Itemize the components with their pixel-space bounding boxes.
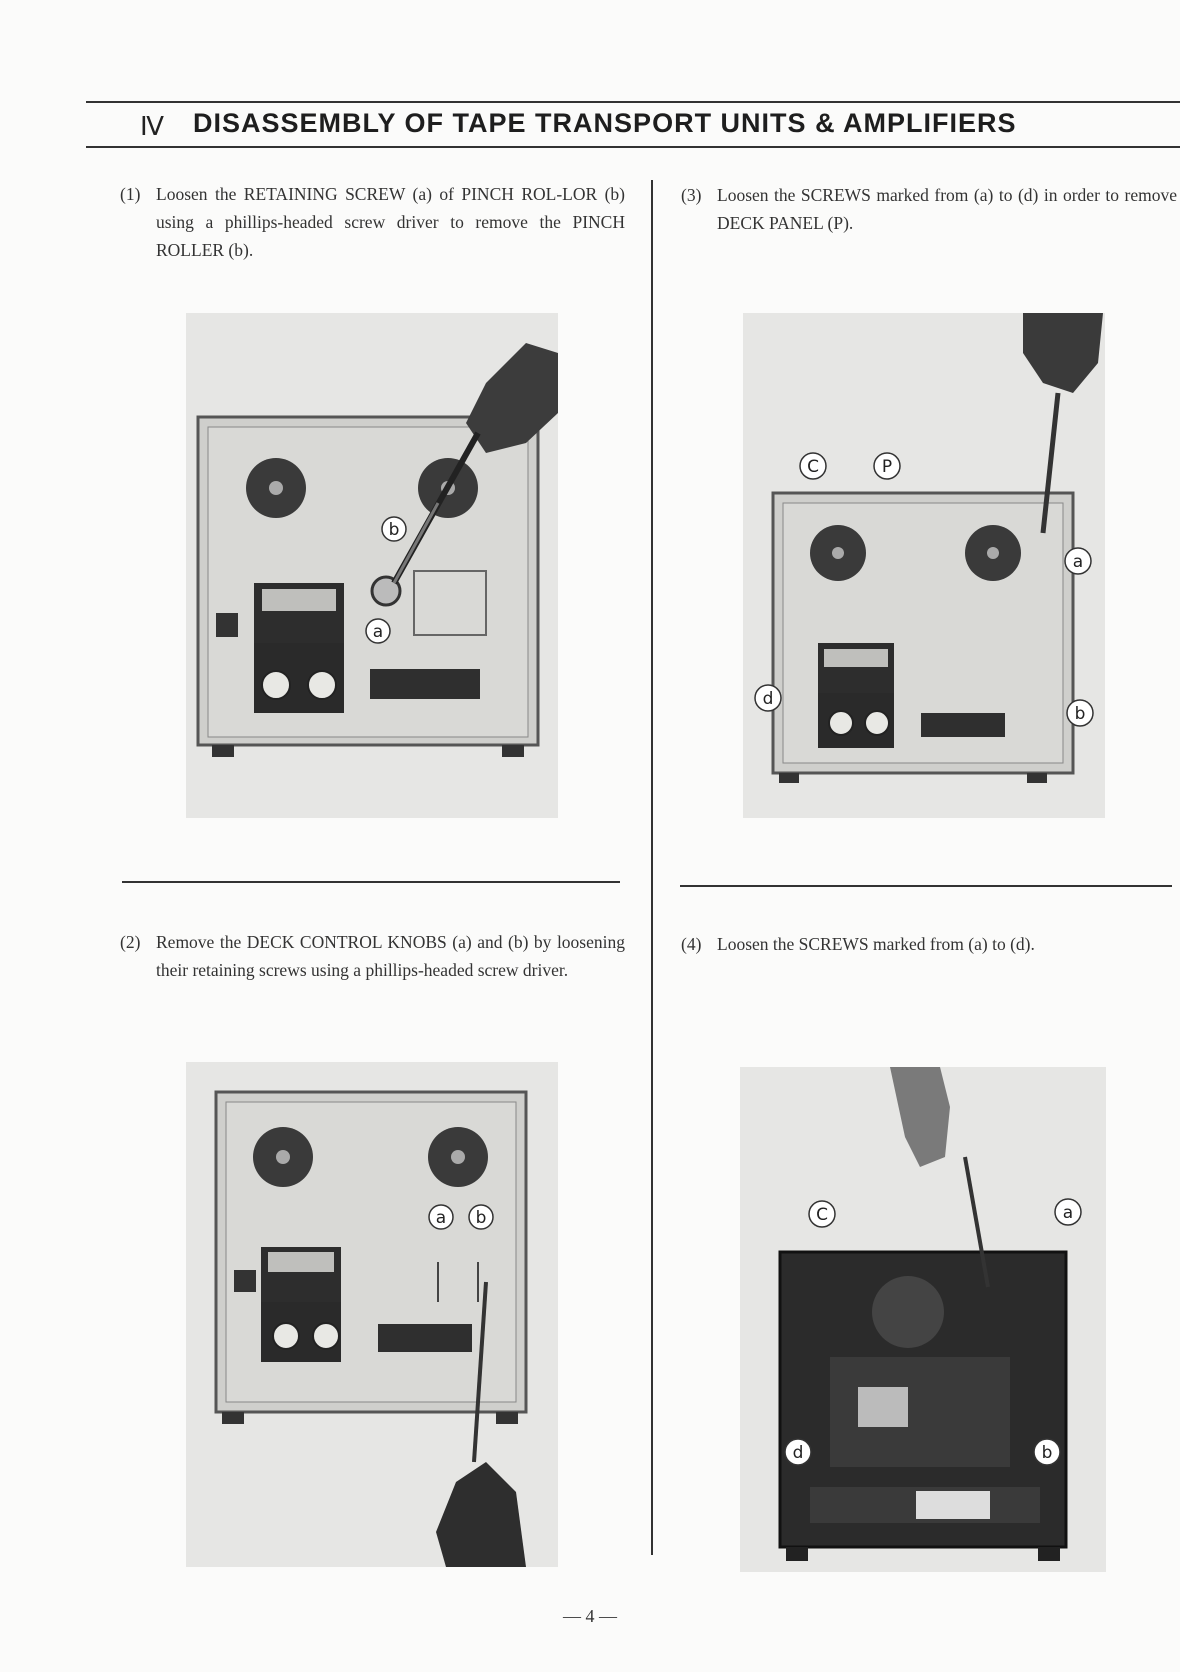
photo3-label-p: P: [881, 457, 893, 477]
step-1-number: (1): [120, 184, 141, 204]
photo2-label-a: a: [435, 1208, 447, 1228]
photo1-label-a: a: [372, 622, 384, 642]
photo3-label-a: a: [1072, 552, 1084, 572]
photo1-label-b: b: [388, 520, 400, 540]
step-2-number: (2): [120, 932, 141, 952]
step-3-text: Loosen the SCREWS marked from (a) to (d) in order to remove DECK PANEL (P).: [717, 185, 1177, 233]
column-divider: [651, 180, 653, 1555]
row-divider-right: [680, 885, 1172, 887]
step-1-text: Loosen the RETAINING SCREW (a) of PINCH ROL-LOR (b) using a phillips-headed screw driver to remove the PINCH ROLLER (b).: [156, 184, 625, 260]
step-2-text: Remove the DECK CONTROL KNOBS (a) and (b) by loosening their retaining screws using a phillips-headed screw driver.: [156, 932, 625, 980]
photo2-label-b: b: [475, 1208, 487, 1228]
photo-deck-control-knobs: [186, 1062, 558, 1567]
step-4-text: Loosen the SCREWS marked from (a) to (d).: [717, 934, 1035, 954]
step-2: [120, 928, 625, 984]
step-3-number: (3): [681, 185, 702, 205]
photo-rear-screws: [740, 1067, 1106, 1572]
section-numeral: Ⅳ: [140, 112, 164, 141]
photo3-label-b: b: [1074, 704, 1086, 724]
row-divider-left: [122, 881, 620, 883]
photo4-label-d: d: [792, 1443, 804, 1463]
step-4-number: (4): [681, 934, 702, 954]
photo4-label-b: b: [1041, 1443, 1053, 1463]
photo-pinch-roller: [186, 313, 558, 818]
photo4-label-a: a: [1062, 1203, 1074, 1223]
photo3-label-d: d: [762, 689, 774, 709]
header-top-rule: [86, 101, 1180, 103]
page-title: DISASSEMBLY OF TAPE TRANSPORT UNITS & AMPLIFIERS: [193, 108, 1017, 138]
step-1: [120, 180, 625, 264]
header-bottom-rule: [86, 146, 1180, 148]
photo-deck-panel: [743, 313, 1105, 818]
photo3-label-c: C: [807, 457, 819, 477]
step-4: [681, 930, 1177, 958]
step-3: [681, 181, 1177, 237]
page-number: — 4 —: [563, 1606, 617, 1626]
photo4-label-c: C: [816, 1205, 828, 1225]
